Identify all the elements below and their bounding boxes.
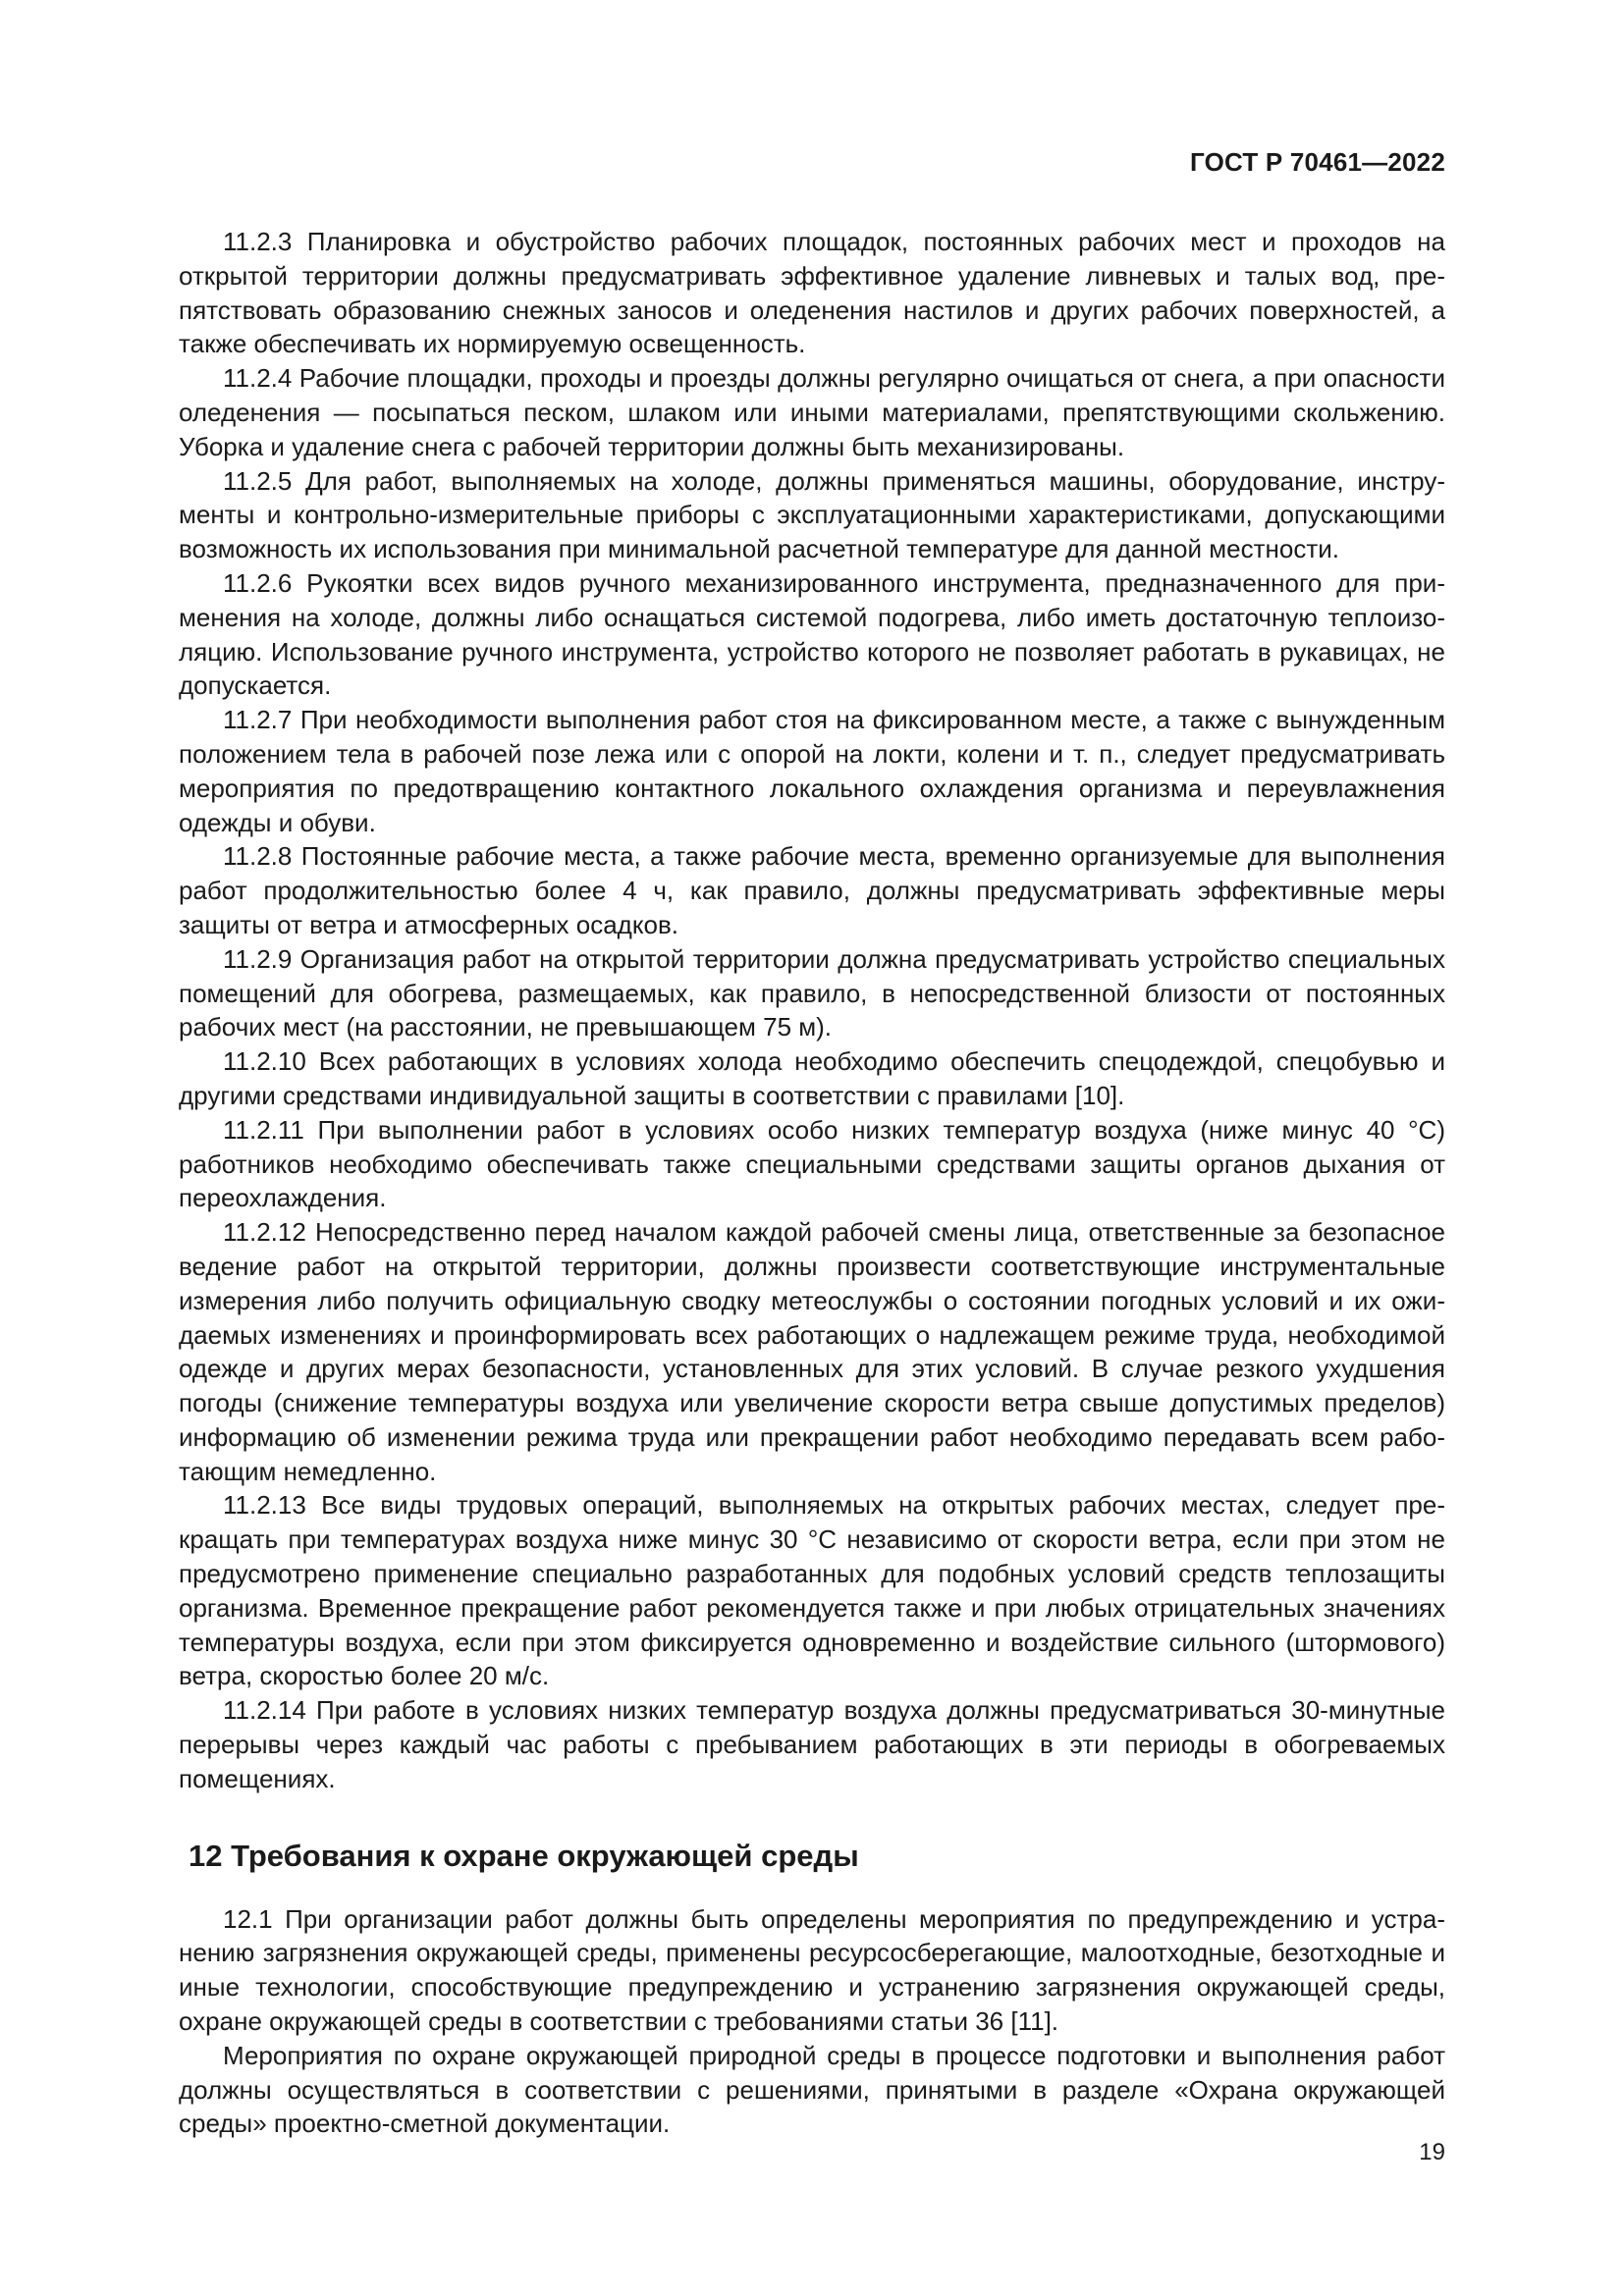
paragraph-11-2-3: 11.2.3 Планировка и обустройство рабочих площадок, постоянных рабочих мест и проходов на открытой территории должны предусматривать эффективное удаление ливневых и талых вод, препятствовать образованию снежных заносов и оледенения настилов и других рабочих поверхностей, а также обеспечивать их нормируемую освещенность. xyxy=(179,227,1445,359)
paragraph-12-1-continuation: Мероприятия по охране окружающей природной среды в процессе подготовки и выполнения работ должны осуществляться в соответствии с решениями, принятыми в разделе «Охрана окружающей среды» проектно-сметной документации. xyxy=(179,2040,1445,2139)
paragraph-11-2-5: 11.2.5 Для работ, выполняемых на холоде, должны применяться машины, оборудование, инструменты и контрольно-измерительные приборы с эксплуатационными характеристиками, допускающими возможность их использования при минимальной расчетной температуре для данной местности. xyxy=(179,465,1445,564)
paragraph-11-2-8: 11.2.8 Постоянные рабочие места, а также рабочие места, временно организуемые для выполнения работ продолжительностью более 4 ч, как правило, должны предусматривать эффективные меры защиты от ветра и атмосферных осадков. xyxy=(179,841,1445,939)
page-content xyxy=(179,225,1445,2141)
page-number: 19 xyxy=(1419,2139,1445,2165)
paragraph-11-2-11: 11.2.11 При выполнении работ в условиях особо низких температур воздуха (ниже минус 40 °С) работников необходимо обеспечивать также специальными средствами защиты органов дыхания от переохлаждения. xyxy=(179,1114,1445,1213)
paragraph-11-2-4: 11.2.4 Рабочие площадки, проходы и проезды должны регулярно очищаться от снега, а при опасности оледенения — посыпаться песком, шлаком или иными материалами, препятствующими скольжению. Уборка и удаление снега с рабочей территории должны быть механизированы. xyxy=(179,363,1445,461)
paragraph-11-2-6: 11.2.6 Рукоятки всех видов ручного механизированного инструмента, предназначенного для применения на холоде, должны либо оснащаться системой подогрева, либо иметь достаточную теплоизоляцию. Использование ручного инструмента, устройство которого не позволяет работать в рукавицах, не допускается. xyxy=(179,567,1445,701)
paragraph-11-2-7: 11.2.7 При необходимости выполнения работ стоя на фиксированном месте, а также с вынужденным положением тела в рабочей позе лежа или с опорой на локти, колени и т. п., следует предусматривать мероприятия по предотвращению контактного локального охлаждения организма и переувлажнения одежды и обуви. xyxy=(179,705,1445,837)
section-12-title: 12 Требования к охране окружающей среды xyxy=(189,1838,859,1873)
paragraph-11-2-12: 11.2.12 Непосредственно перед началом каждой рабочей смены лица, ответственные за безопасное ведение работ на открытой территории, должны произвести соответствующие инструментальные измерения либо получить официальную сводку метеослужбы о состоянии погодных условий и их ожидаемых изменениях и проинформировать всех работающих о надлежащем режиме труда, необходимой одежде и других мерах безопасности, установленных для этих условий. В случае резкого ухудшения погоды (снижение температуры воздуха или увеличение скорости ветра свыше допустимых пределов) информацию об изменении режима труда или прекращении работ необходимо передавать всем работающим немедленно. xyxy=(179,1217,1445,1486)
paragraph-12-1: 12.1 При организации работ должны быть определены мероприятия по предупреждению и устранению загрязнения окружающей среды, применены ресурсосберегающие, малоотходные, безотходные и иные технологии, способствующие предупреждению и устранению загрязнения окружающей среды, охране окружающей среды в соответствии с требованиями статьи 36 [11]. xyxy=(179,1903,1445,2037)
paragraph-11-2-9: 11.2.9 Организация работ на открытой территории должна предусматривать устройство специальных помещений для обогрева, размещаемых, как правило, в непосредственной близости от постоянных рабочих мест (на расстоянии, не превышающем 75 м). xyxy=(179,943,1445,1042)
document-code-header: ГОСТ Р 70461—2022 xyxy=(1190,147,1445,177)
paragraph-11-2-13: 11.2.13 Все виды трудовых операций, выполняемых на открытых рабочих местах, следует прекращать при температурах воздуха ниже минус 30 °С независимо от скорости ветра, если при этом не предусмотрено применение специально разработанных для подобных условий средств теплозащиты организма. Временное прекращение работ рекомендуется также и при любых отрицательных значениях температуры воздуха, если при этом фиксируется одновременно и воздействие сильного (штормового) ветра, скоростью более 20 м/с. xyxy=(179,1490,1445,1691)
paragraph-11-2-14: 11.2.14 При работе в условиях низких температур воздуха должны предусматриваться 30-минутные перерывы через каждый час работы с пребыванием работающих в эти периоды в обогреваемых помещениях. xyxy=(179,1695,1445,1793)
paragraph-11-2-10: 11.2.10 Всех работающих в условиях холода необходимо обеспечить спецодеждой, спецобувью и другими средствами индивидуальной защиты в соответствии с правилами [10]. xyxy=(179,1046,1445,1110)
